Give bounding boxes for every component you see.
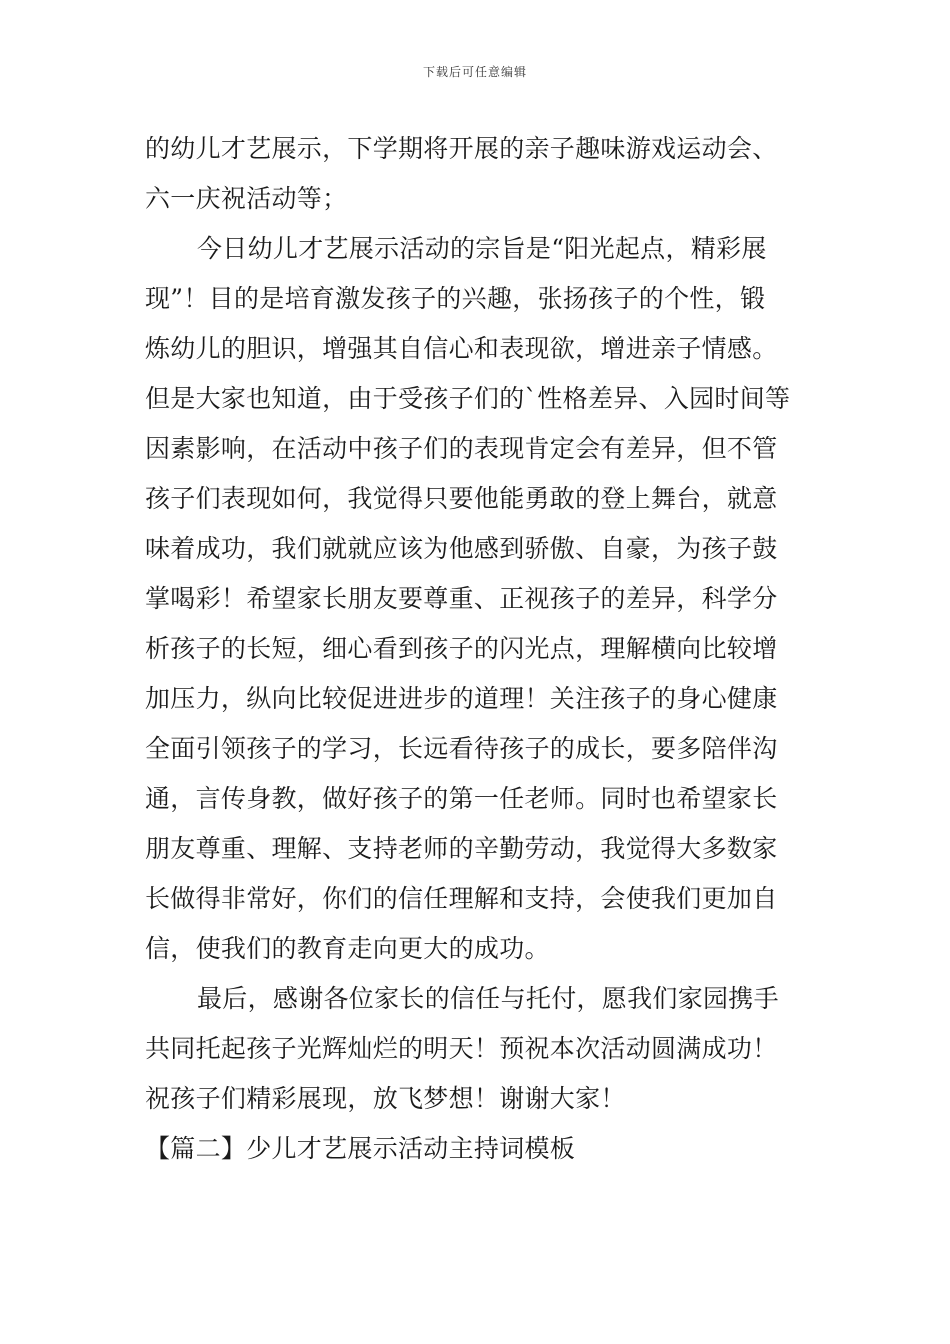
text-line: 通，言传身教，做好孩子的第一任老师。同时也希望家长 xyxy=(145,784,778,813)
text-line: 的幼儿才艺展示，下学期将开展的亲子趣味游戏运动会、 xyxy=(145,134,778,163)
text-line: 但是大家也知道，由于受孩子们的`性格差异、入园时间等 xyxy=(145,384,791,413)
text-line: 析孩子的长短，细心看到孩子的闪光点，理解横向比较增 xyxy=(145,634,778,663)
text-line: 祝孩子们精彩展现，放飞梦想！谢谢大家！ xyxy=(145,1084,626,1113)
paragraph-start-line: 今日幼儿才艺展示活动的宗旨是“阳光起点，精彩展 xyxy=(197,234,767,263)
section-heading: 【篇二】少儿才艺展示活动主持词模板 xyxy=(145,1134,576,1163)
page-header-note: 下载后可任意编辑 xyxy=(422,65,527,79)
text-line: 全面引领孩子的学习，长远看待孩子的成长，要多陪伴沟 xyxy=(145,734,778,763)
text-line: 掌喝彩！希望家长朋友要尊重、正视孩子的差异，科学分 xyxy=(145,584,778,613)
paragraph-start-line: 最后，感谢各位家长的信任与托付，愿我们家园携手 xyxy=(197,984,779,1013)
text-line: 共同托起孩子光辉灿烂的明天！预祝本次活动圆满成功！ xyxy=(145,1034,778,1063)
text-line: 长做得非常好，你们的信任理解和支持，会使我们更加自 xyxy=(145,884,778,913)
text-line: 朋友尊重、理解、支持老师的辛勤劳动，我觉得大多数家 xyxy=(145,834,778,863)
text-line: 信，使我们的教育走向更大的成功。 xyxy=(145,934,550,963)
text-line: 六一庆祝活动等； xyxy=(145,184,348,213)
text-line: 孩子们表现如何，我觉得只要他能勇敢的登上舞台，就意 xyxy=(145,484,778,513)
text-line: 因素影响，在活动中孩子们的表现肯定会有差异，但不管 xyxy=(145,434,778,463)
text-line: 现”！目的是培育激发孩子的兴趣，张扬孩子的个性，锻 xyxy=(145,284,766,313)
text-line: 加压力，纵向比较促进进步的道理！关注孩子的身心健康 xyxy=(145,684,778,713)
text-line: 味着成功，我们就就应该为他感到骄傲、自豪，为孩子鼓 xyxy=(145,534,778,563)
text-line: 炼幼儿的胆识，增强其自信心和表现欲，增进亲子情感。 xyxy=(145,334,778,363)
